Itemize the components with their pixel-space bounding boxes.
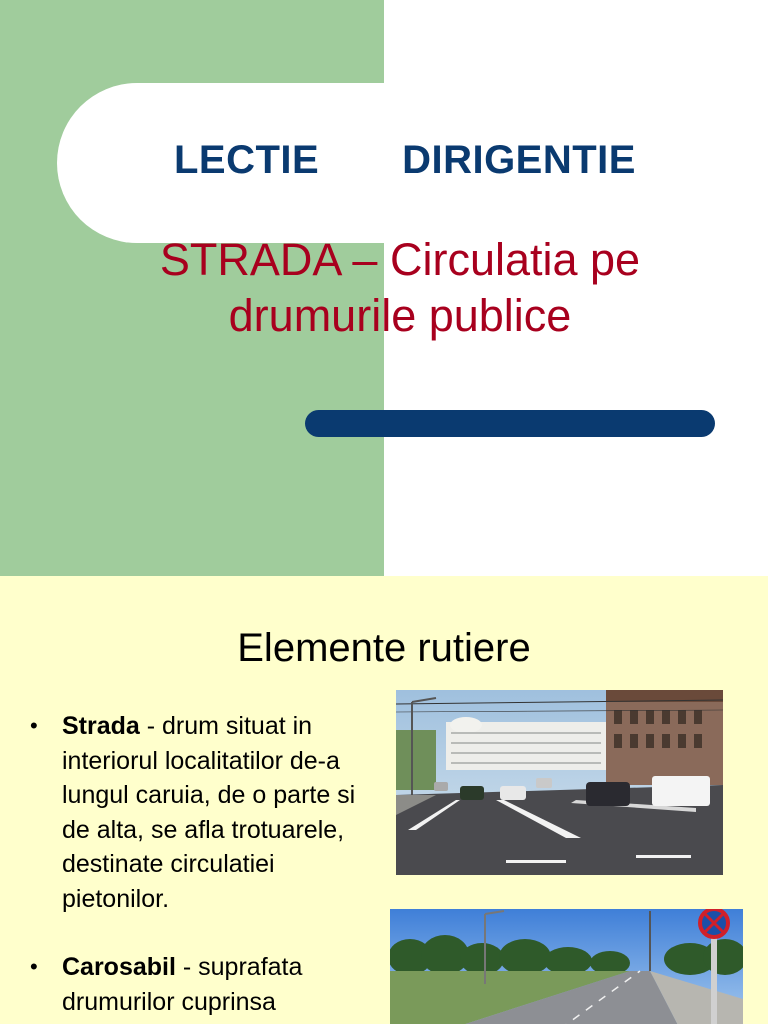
bullet-term: Strada — [62, 712, 140, 740]
bullet-text: - suprafata drumurilor cuprinsa — [62, 953, 303, 1016]
city-street-photo — [396, 690, 723, 875]
slide-title: LECTIE DIRIGENTIE — [174, 138, 636, 182]
bullet-text: - drum situat in interiorul localitatilor de-a lungul caruia, de o parte si de alta, se afla trotuarele, destinate circulatiei pietonilor. — [62, 712, 356, 913]
bullet-list — [30, 709, 375, 1024]
slide-subtitle — [60, 232, 740, 344]
content-slide — [0, 576, 768, 1024]
list-item — [30, 950, 375, 1019]
subtitle-line-2: drumurile publice — [228, 290, 572, 341]
bullet-icon: • — [30, 713, 38, 738]
highway-photo — [390, 909, 743, 1024]
bullet-icon: • — [30, 954, 38, 979]
slide-title: Elemente rutiere — [237, 626, 531, 670]
list-item — [30, 709, 375, 916]
decorative-bar — [305, 410, 715, 437]
subtitle-line-1: STRADA – Circulatia pe — [159, 234, 641, 285]
bullet-term: Carosabil — [62, 953, 176, 981]
